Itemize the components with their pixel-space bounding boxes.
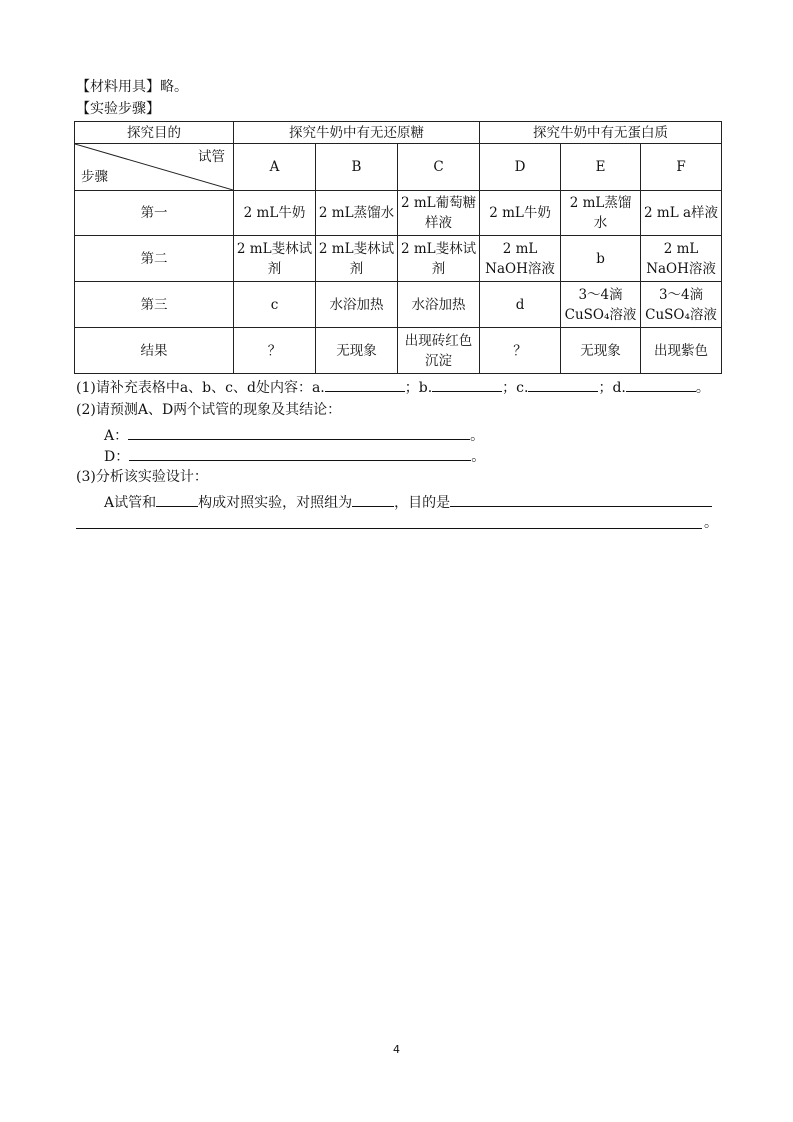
q1-c-label: ；c. bbox=[502, 380, 529, 396]
table-cell: 2 mL葡萄糖样液 bbox=[398, 191, 480, 236]
q3-part-1: A试管和 bbox=[104, 495, 157, 511]
blank-control-group[interactable] bbox=[352, 492, 394, 507]
table-row-tubes bbox=[75, 144, 722, 191]
q1-prefix: (1)请补充表格中a、b、c、d处内容：a. bbox=[76, 380, 325, 396]
q2-a-label: A： bbox=[104, 428, 129, 444]
blank-b[interactable] bbox=[432, 377, 502, 392]
diagonal-header-cell bbox=[75, 144, 234, 191]
q2-d-end: 。 bbox=[471, 449, 486, 465]
materials-line: 【材料用具】略。 bbox=[76, 79, 188, 95]
diag-bottom-label: 步骤 bbox=[81, 169, 108, 185]
table-cell: 2 mL牛奶 bbox=[480, 191, 561, 236]
question-2-d bbox=[104, 446, 485, 466]
question-3-body bbox=[104, 492, 712, 512]
q1-b-label: ；b. bbox=[404, 380, 433, 396]
table-cell: 2 mL牛奶 bbox=[234, 191, 316, 236]
tube-header: C bbox=[398, 144, 480, 191]
step-label: 结果 bbox=[75, 328, 234, 374]
table-row bbox=[75, 328, 722, 374]
steps-title: 【实验步骤】 bbox=[76, 101, 160, 117]
blank-c[interactable] bbox=[528, 377, 598, 392]
table-cell: 2 mL蒸馏水 bbox=[316, 191, 398, 236]
blank-a-answer[interactable] bbox=[128, 425, 470, 440]
table-cell: 2 mL斐林试剂 bbox=[398, 236, 480, 282]
table-cell: 2 mL NaOH溶液 bbox=[480, 236, 561, 282]
q3-part-3: ，目的是 bbox=[394, 495, 451, 511]
tube-header: E bbox=[561, 144, 641, 191]
q3-end: 。 bbox=[704, 515, 718, 531]
tube-header: D bbox=[480, 144, 561, 191]
diag-top-label: 试管 bbox=[198, 149, 225, 165]
blank-d-answer[interactable] bbox=[129, 446, 471, 461]
blank-a[interactable] bbox=[325, 377, 405, 392]
table-cell: 3～4滴CuSO₄溶液 bbox=[641, 282, 722, 328]
purpose-label: 探究目的 bbox=[75, 122, 234, 144]
table-cell: 出现砖红色沉淀 bbox=[398, 328, 480, 374]
tube-header: A bbox=[234, 144, 316, 191]
purpose-protein: 探究牛奶中有无蛋白质 bbox=[480, 122, 722, 144]
blank-purpose-2[interactable] bbox=[76, 528, 702, 529]
table-row bbox=[75, 236, 722, 282]
page-number: 4 bbox=[393, 1043, 400, 1056]
q2-d-label: D： bbox=[104, 449, 130, 465]
table-row-purpose bbox=[75, 122, 722, 144]
table-cell: 无现象 bbox=[316, 328, 398, 374]
table-cell: 水浴加热 bbox=[316, 282, 398, 328]
experiment-table bbox=[74, 121, 722, 374]
tube-header: B bbox=[316, 144, 398, 191]
table-row bbox=[75, 282, 722, 328]
table-cell: 2 mL斐林试剂 bbox=[234, 236, 316, 282]
table-cell: 3～4滴CuSO₄溶液 bbox=[561, 282, 641, 328]
table-cell: ？ bbox=[480, 328, 561, 374]
step-label: 第三 bbox=[75, 282, 234, 328]
blank-d[interactable] bbox=[626, 377, 696, 392]
table-row bbox=[75, 191, 722, 236]
step-label: 第一 bbox=[75, 191, 234, 236]
table-cell: 出现紫色 bbox=[641, 328, 722, 374]
table-cell: d bbox=[480, 282, 561, 328]
table-cell: b bbox=[561, 236, 641, 282]
tube-header: F bbox=[641, 144, 722, 191]
table-cell: 水浴加热 bbox=[398, 282, 480, 328]
question-3: (3)分析该实验设计： bbox=[76, 469, 208, 485]
table-cell: ？ bbox=[234, 328, 316, 374]
question-1 bbox=[76, 377, 710, 397]
table-cell: 2 mL NaOH溶液 bbox=[641, 236, 722, 282]
q2-a-end: 。 bbox=[470, 428, 485, 444]
q1-d-label: ；d. bbox=[598, 380, 626, 396]
table-cell: 2 mL蒸馏水 bbox=[561, 191, 641, 236]
table-cell: 无现象 bbox=[561, 328, 641, 374]
q3-part-2: 构成对照实验，对照组为 bbox=[198, 495, 353, 511]
question-2-a bbox=[104, 425, 484, 445]
table-cell: 2 mL斐林试剂 bbox=[316, 236, 398, 282]
blank-compare-tube[interactable] bbox=[156, 492, 198, 507]
table-cell: 2 mL a样液 bbox=[641, 191, 722, 236]
purpose-sugar: 探究牛奶中有无还原糖 bbox=[234, 122, 480, 144]
question-2: (2)请预测A、D两个试管的现象及其结论： bbox=[76, 402, 342, 418]
step-label: 第二 bbox=[75, 236, 234, 282]
q1-end: 。 bbox=[695, 380, 710, 396]
blank-purpose-1[interactable] bbox=[450, 492, 712, 507]
table-cell: c bbox=[234, 282, 316, 328]
